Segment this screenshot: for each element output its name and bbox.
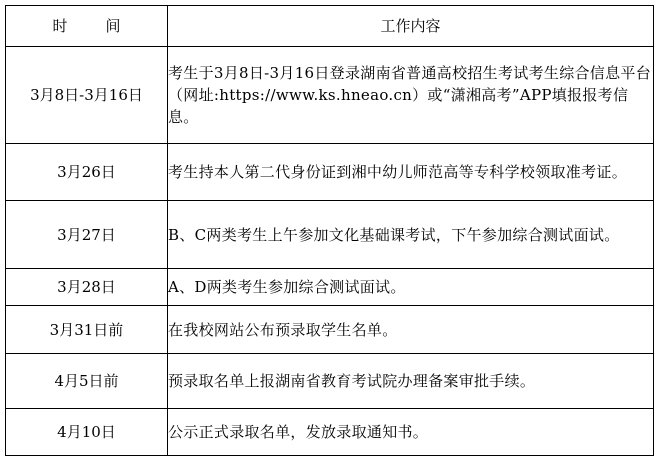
time-cell: 3月31日前: [6, 306, 168, 354]
time-cell: 3月28日: [6, 269, 168, 306]
time-cell: 3月8日-3月16日: [6, 47, 168, 144]
work-cell: A、D两类考生参加综合测试面试。: [168, 269, 654, 306]
table-row: [6, 47, 654, 144]
time-cell: 3月26日: [6, 144, 168, 201]
table-row: [6, 144, 654, 201]
header-time: 时间: [6, 6, 168, 47]
time-cell: 4月10日: [6, 409, 168, 456]
work-cell: B、C两类考生上午参加文化基础课考试，下午参加综合测试面试。: [168, 201, 654, 269]
header-work: 工作内容: [168, 6, 654, 47]
work-cell: 预录取名单上报湖南省教育考试院办理备案审批手续。: [168, 354, 654, 409]
table-row: [6, 269, 654, 306]
header-row: [6, 6, 654, 47]
table-row: [6, 201, 654, 269]
table-row: [6, 354, 654, 409]
table-row: [6, 306, 654, 354]
schedule-table: [5, 5, 654, 456]
work-cell: 公示正式录取名单，发放录取通知书。: [168, 409, 654, 456]
work-cell: 在我校网站公布预录取学生名单。: [168, 306, 654, 354]
table-row: [6, 409, 654, 456]
work-cell: 考生于3月8日-3月16日登录湖南省普通高校招生考试考生综合信息平台（网址:https://www.ks.hneao.cn）或“潇湘高考”APP填报报考信息。: [168, 47, 654, 144]
time-cell: 4月5日前: [6, 354, 168, 409]
time-cell: 3月27日: [6, 201, 168, 269]
work-cell: 考生持本人第二代身份证到湘中幼儿师范高等专科学校领取准考证。: [168, 144, 654, 201]
